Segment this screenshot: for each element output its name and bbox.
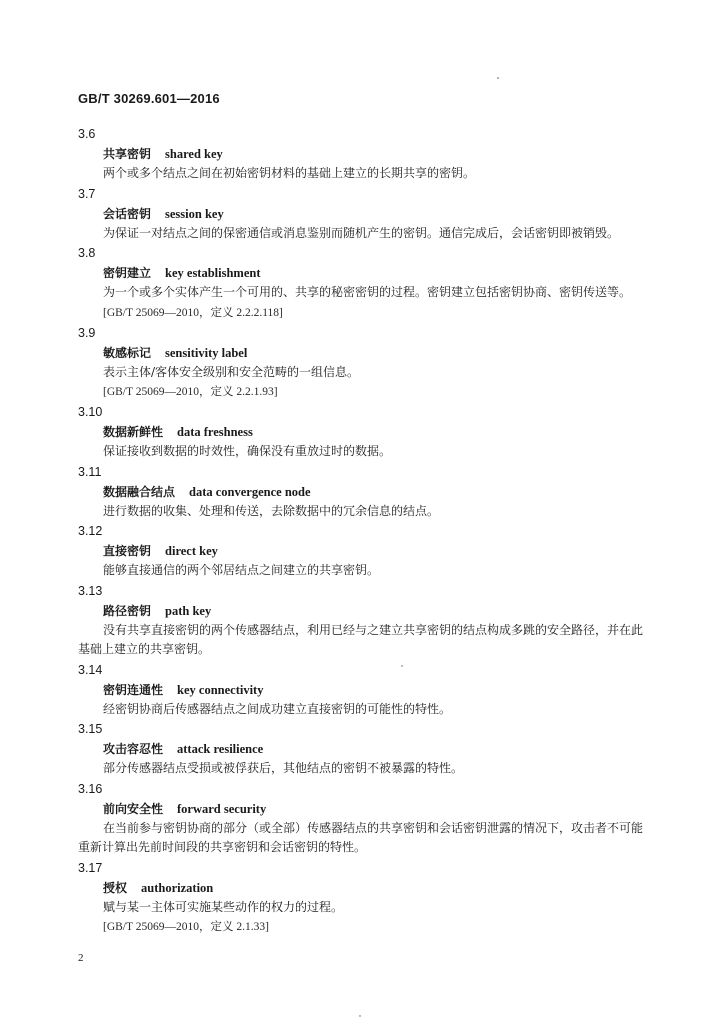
term-title — [0, 422, 725, 442]
term-english-name: key connectivity — [177, 682, 264, 697]
term-title — [0, 541, 725, 561]
term-title — [0, 739, 725, 759]
term-reference: [GB/T 25069—2010，定义 2.2.2.118] — [103, 306, 283, 319]
term-chinese-name: 数据新鲜性 — [103, 425, 164, 439]
term-title — [0, 343, 725, 363]
term-entry — [0, 402, 725, 462]
term-number: 3.17 — [78, 860, 103, 875]
term-number: 3.14 — [78, 662, 103, 677]
term-chinese-name: 前向安全性 — [103, 801, 164, 816]
term-chinese-name: 密钥连通性 — [103, 682, 164, 697]
term-number: 3.9 — [78, 325, 96, 340]
term-title — [0, 680, 725, 700]
term-title — [0, 482, 725, 502]
term-entry — [0, 462, 725, 522]
terms-list — [0, 124, 725, 937]
term-definition: 为一个或多个实体产生一个可用的、共享的秘密密钥的过程。密钥建立包括密钥协商、密钥传送等。 — [103, 285, 632, 299]
term-english-name: forward security — [177, 801, 267, 816]
term-reference: [GB/T 25069—2010，定义 2.1.33] — [103, 921, 269, 933]
term-entry — [0, 184, 725, 244]
term-entry — [0, 779, 725, 858]
term-number: 3.16 — [78, 781, 103, 796]
term-english-name: path key — [165, 603, 212, 618]
term-number: 3.11 — [78, 464, 102, 479]
term-number: 3.13 — [78, 583, 103, 598]
term-entry — [0, 660, 725, 720]
term-entry — [0, 243, 725, 323]
standard-number-header: GB/T 30269.601—2016 — [78, 91, 220, 106]
term-english-name: sensitivity label — [165, 345, 248, 360]
term-chinese-name: 授权 — [103, 880, 128, 895]
term-entry — [0, 581, 725, 660]
term-chinese-name: 数据融合结点 — [103, 484, 176, 499]
term-definition: 经密钥协商后传感器结点之间成功建立直接密钥的可能性的特性。 — [103, 701, 452, 716]
term-definition: 能够直接通信的两个邻居结点之间建立的共享密钥。 — [103, 563, 380, 577]
term-english-name: data convergence node — [189, 484, 311, 499]
term-chinese-name: 会话密钥 — [103, 206, 152, 221]
term-definition: 保证接收到数据的时效性，确保没有重放过时的数据。 — [103, 444, 392, 458]
term-definition: 没有共享直接密钥的两个传感器结点，利用已经与之建立共享密钥的结点构成多跳的安全路径，并在此基础上建立的共享密钥。 — [78, 622, 644, 656]
term-definition: 进行数据的收集、处理和传送，去除数据中的冗余信息的结点。 — [103, 503, 440, 518]
term-definition: 为保证一对结点之间的保密通信或消息鉴别而随机产生的密钥。通信完成后，会话密钥即被销毁。 — [103, 225, 620, 240]
term-entry — [0, 124, 725, 184]
term-chinese-name: 共享密钥 — [103, 147, 152, 161]
term-chinese-name: 攻击容忍性 — [103, 742, 164, 756]
term-title — [0, 144, 725, 164]
term-number: 3.15 — [78, 722, 103, 736]
term-definition: 赋与某一主体可实施某些动作的权力的过程。 — [103, 899, 344, 914]
term-number: 3.12 — [78, 524, 103, 538]
term-number: 3.10 — [78, 405, 103, 419]
term-title — [0, 263, 725, 283]
term-english-name: direct key — [165, 544, 218, 558]
term-english-name: shared key — [165, 147, 223, 161]
term-entry — [0, 858, 725, 938]
term-chinese-name: 路径密钥 — [103, 603, 152, 618]
term-chinese-name: 密钥建立 — [103, 266, 152, 280]
term-entry — [0, 521, 725, 581]
term-english-name: attack resilience — [177, 742, 264, 756]
term-number: 3.8 — [78, 246, 96, 260]
term-chinese-name: 直接密钥 — [103, 544, 152, 558]
term-title — [0, 601, 725, 621]
term-entry — [0, 719, 725, 779]
term-english-name: session key — [165, 206, 224, 221]
term-definition: 两个或多个结点之间在初始密钥材料的基础上建立的长期共享的密钥。 — [103, 166, 476, 180]
term-definition: 在当前参与密钥协商的部分（或全部）传感器结点的共享密钥和会话密钥泄露的情况下，攻击者不可能重新计算出先前时间段的共享密钥和会话密钥的特性。 — [78, 820, 644, 854]
term-title — [0, 878, 725, 898]
page-number: 2 — [78, 952, 84, 964]
term-definition: 表示主体/客体安全级别和安全范畴的一组信息。 — [103, 364, 360, 379]
term-english-name: data freshness — [177, 425, 253, 439]
term-english-name: key establishment — [165, 266, 261, 280]
term-reference: [GB/T 25069—2010，定义 2.2.1.93] — [103, 386, 278, 398]
term-entry — [0, 323, 725, 403]
term-english-name: authorization — [141, 880, 214, 895]
term-chinese-name: 敏感标记 — [103, 345, 152, 360]
term-number: 3.7 — [78, 186, 96, 201]
term-number: 3.6 — [78, 127, 96, 141]
term-title — [0, 204, 725, 224]
term-title — [0, 799, 725, 819]
term-definition: 部分传感器结点受损或被俘获后，其他结点的密钥不被暴露的特性。 — [103, 761, 464, 775]
